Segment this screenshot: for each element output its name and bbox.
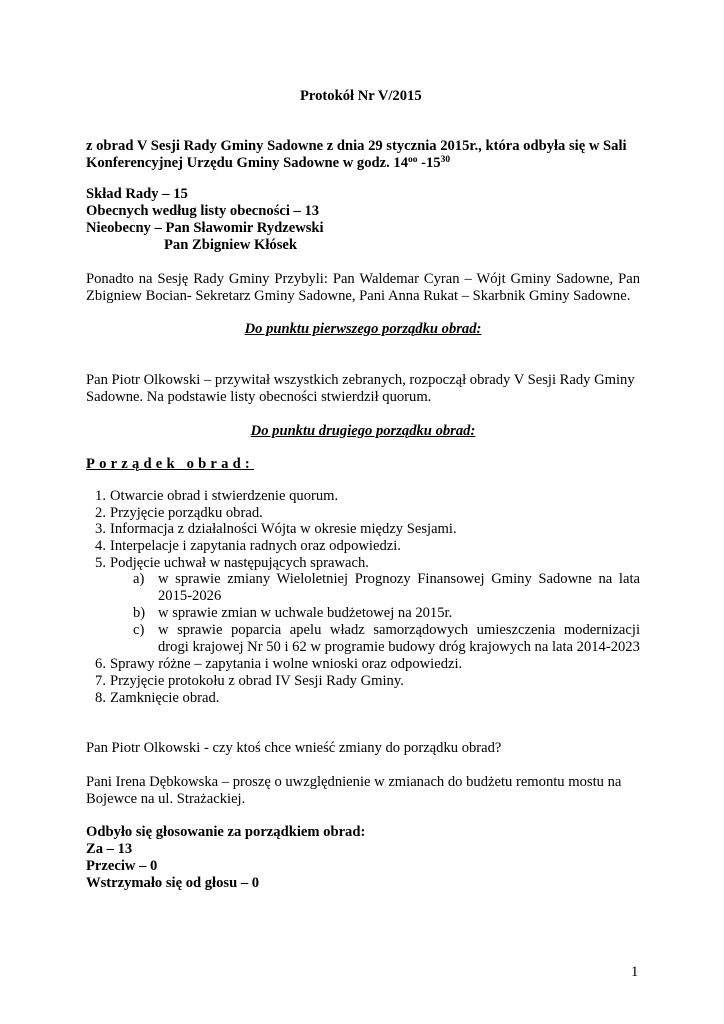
session-intro-line2: Konferencyjnej Urzędu Gminy Sadowne w godz. $14^{oo}$ $-15^{30}$	[86, 155, 451, 171]
agenda-item: 7. Przyjęcie protokołu z obrad IV Sesji Rady Gminy.	[95, 673, 404, 690]
session-intro	[86, 138, 646, 172]
agenda-subitem: c) w sprawie poparcia apelu władz samorządowych umieszczenia modernizacji drogi krajowej Nr 50 i 62 w programie budowy dróg krajowych na lata 2014-2023	[133, 622, 640, 656]
time-end-superscript: 30	[440, 155, 451, 165]
question-paragraph: Pan Piotr Olkowski - czy ktoś chce wnieść zmiany do porządku obrad?	[86, 740, 502, 756]
agenda-item: 5. Podjęcie uchwał w następujących sprawach.	[95, 554, 369, 571]
request-paragraph: Pani Irena Dębkowska – proszę o uwzględnienie w zmianach do budżetu remontu mostu na Bojewce na ul. Strażackiej.	[86, 774, 622, 807]
agenda-sublist	[133, 571, 640, 656]
time-start-superscript: oo	[408, 155, 418, 165]
agenda-item: 3. Informacja z działalności Wójta w okresie między Sesjami.	[95, 521, 457, 538]
agenda-item: 4. Interpelacje i zapytania radnych oraz odpowiedzi.	[95, 538, 401, 555]
vote-result	[86, 824, 365, 892]
vote-for: Za – 13	[86, 841, 133, 857]
agenda-item: 8. Zamknięcie obrad.	[95, 689, 220, 706]
point2-heading: Do punktu drugiego porządku obrad:	[250, 423, 476, 439]
agenda-item: 1. Otwarcie obrad i stwierdzenie quorum.	[95, 488, 339, 504]
agenda-subitem: a) w sprawie zmiany Wieloletniej Prognozy Finansowej Gminy Sadowne na lata 2015-2026	[133, 571, 640, 605]
absent-line2: Pan Zbigniew Kłósek	[164, 237, 297, 253]
vote-against: Przeciw – 0	[86, 858, 158, 874]
agenda-item: 6. Sprawy różne – zapytania i wolne wnioski oraz odpowiedzi.	[95, 656, 463, 673]
council-composition	[86, 186, 324, 254]
point1-paragraph: Pan Piotr Olkowski – przywitał wszystkich zebranych, rozpoczął obrady V Sesji Rady Gminy Sadowne. Na podstawie listy obecności stwierdził quorum.	[86, 372, 635, 405]
vote-abstain: Wstrzymało się od głosu – 0	[86, 875, 260, 891]
attendees-paragraph: Ponadto na Sesję Rady Gminy Przybyli: Pan Waldemar Cyran – Wójt Gminy Sadowne, Pan Zbigniew Bocian- Sekretarz Gminy Sadowne, Pani Anna Rukat – Skarbnik Gminy Sadowne.	[86, 271, 640, 304]
agenda-heading: Porządek obrad:	[86, 456, 254, 472]
agenda-list	[86, 488, 640, 707]
vote-heading: Odbyło się głosowanie za porządkiem obrad:	[86, 824, 366, 840]
document-title: Protokół Nr V/2015	[300, 88, 422, 104]
absent-line1: Nieobecny – Pan Sławomir Rydzewski	[86, 220, 324, 236]
agenda-item: 2. Przyjęcie porządku obrad.	[95, 504, 263, 521]
present-count: Obecnych według listy obecności – 13	[86, 203, 320, 219]
page-number: 1	[631, 964, 639, 980]
council-count: Skład Rady – 15	[86, 186, 188, 202]
session-intro-line1: z obrad V Sesji Rady Gminy Sadowne z dnia 29 stycznia 2015r., która odbyła się w Sali	[86, 138, 627, 154]
agenda-subitem: b) w sprawie zmian w uchwale budżetowej na 2015r.	[133, 605, 453, 622]
point1-heading: Do punktu pierwszego porządku obrad:	[244, 321, 482, 337]
